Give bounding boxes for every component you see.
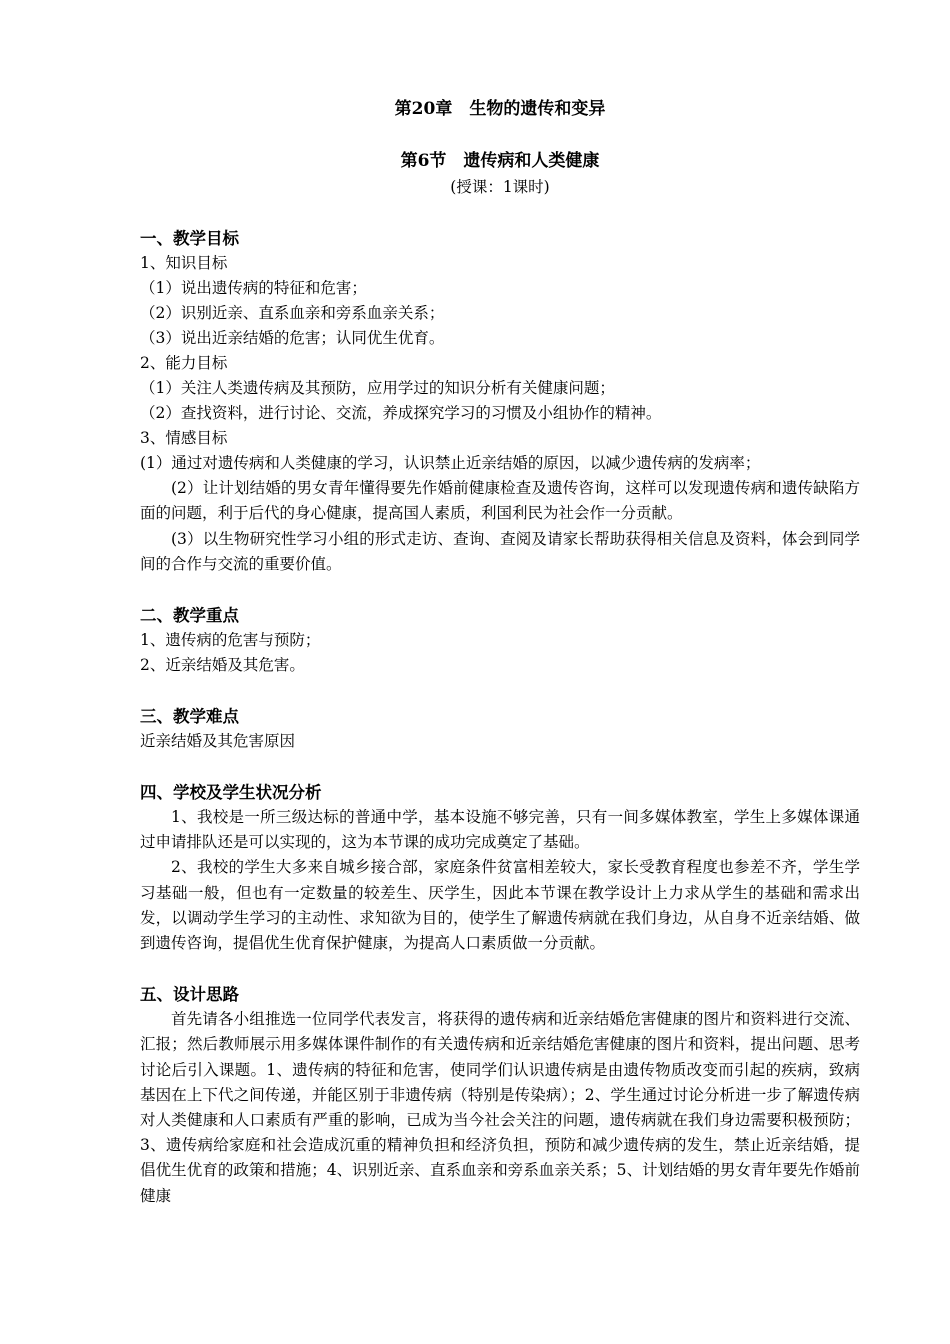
chapter-title: 第20章 生物的遗传和变异 [394, 99, 606, 119]
emotion-goals-title: 3、情感目标 [140, 429, 228, 447]
analysis-heading: 四、学校及学生状况分析 [140, 783, 322, 803]
ability-goal-item: （1）关注人类遗传病及其预防，应用学过的知识分析有关健康问题； [140, 379, 615, 397]
knowledge-goals-title: 1、知识目标 [140, 254, 228, 272]
knowledge-goal-item: （2）识别近亲、直系血亲和旁系血亲关系； [140, 304, 445, 322]
knowledge-goal-item: （3）说出近亲结婚的危害；认同优生优育。 [140, 329, 445, 347]
design-paragraph: 首先请各小组推选一位同学代表发言，将获得的遗传病和近亲结婚危害健康的图片和资料进行交流、汇报；然后教师展示用多媒体课件制作的有关遗传病和近亲结婚危害健康的图片和资料，提出问题、思考讨论后引入课题。1、遗传病的特征和危害，使同学们认识遗传病是由遗传物质改变而引起的疾病，致病基因在上下代之间传递，并能区别于非遗传病（特别是传染病）；2、学生通过讨论分析进一步了解遗传病对人类健康和人口素质有严重的影响，已成为当今社会关注的问题，遗传病就在我们身边需要积极预防；3、遗传病给家庭和社会造成沉重的精神负担和经济负担，预防和减少遗传病的发生，禁止近亲结婚，提倡优生优育的政策和措施；4、识别近亲、直系血亲和旁系血亲关系；5、计划结婚的男女青年要先作婚前健康 [140, 1010, 860, 1205]
emotion-goal-item: (3）以生物研究性学习小组的形式走访、查询、查阅及请家长帮助获得相关信息及资料，体会到同学间的合作与交流的重要价值。 [140, 529, 860, 573]
difficulties-heading: 三、教学难点 [140, 707, 239, 727]
section-title: 第6节 遗传病和人类健康 [400, 151, 600, 171]
ability-goals-title: 2、能力目标 [140, 354, 228, 372]
difficulties-text: 近亲结婚及其危害原因 [140, 732, 296, 751]
document-page [140, 96, 860, 1209]
key-points-heading: 二、教学重点 [140, 606, 239, 626]
key-point-item: 2、近亲结婚及其危害。 [140, 656, 305, 675]
knowledge-goal-item: （1）说出遗传病的特征和危害； [140, 279, 367, 297]
analysis-paragraph: 2、我校的学生大多来自城乡接合部，家庭条件贫富相差较大，家长受教育程度也参差不齐，学生学习基础一般，但也有一定数量的较差生、厌学生，因此本节课在教学设计上力求从学生的基础和需求出发，以调动学生学习的主动性、求知欲为目的，使学生了解遗传病就在我们身边，从自身不近亲结婚、做到遗传咨询，提倡优生优育保护健康，为提高人口素质做一分贡献。 [140, 858, 860, 953]
goals-heading: 一、教学目标 [140, 229, 239, 248]
key-point-item: 1、遗传病的危害与预防； [140, 631, 321, 650]
ability-goal-item: （2）查找资料，进行讨论、交流，养成探究学习的习惯及小组协作的精神。 [140, 404, 662, 422]
analysis-paragraph: 1、我校是一所三级达标的普通中学，基本设施不够完善，只有一间多媒体教室，学生上多媒体课通过申请排队还是可以实现的，这为本节课的成功完成奠定了基础。 [140, 808, 860, 852]
class-hours: (授课：1课时) [450, 178, 550, 196]
emotion-goal-item: (2）让计划结婚的男女青年懂得要先作婚前健康检查及遗传咨询，这样可以发现遗传病和遗传缺陷方面的问题，利于后代的身心健康，提高国人素质，利国利民为社会作一分贡献。 [140, 479, 860, 523]
design-heading: 五、设计思路 [140, 985, 239, 1005]
emotion-goal-item: (1）通过对遗传病和人类健康的学习，认识禁止近亲结婚的原因，以减少遗传病的发病率； [140, 454, 761, 472]
